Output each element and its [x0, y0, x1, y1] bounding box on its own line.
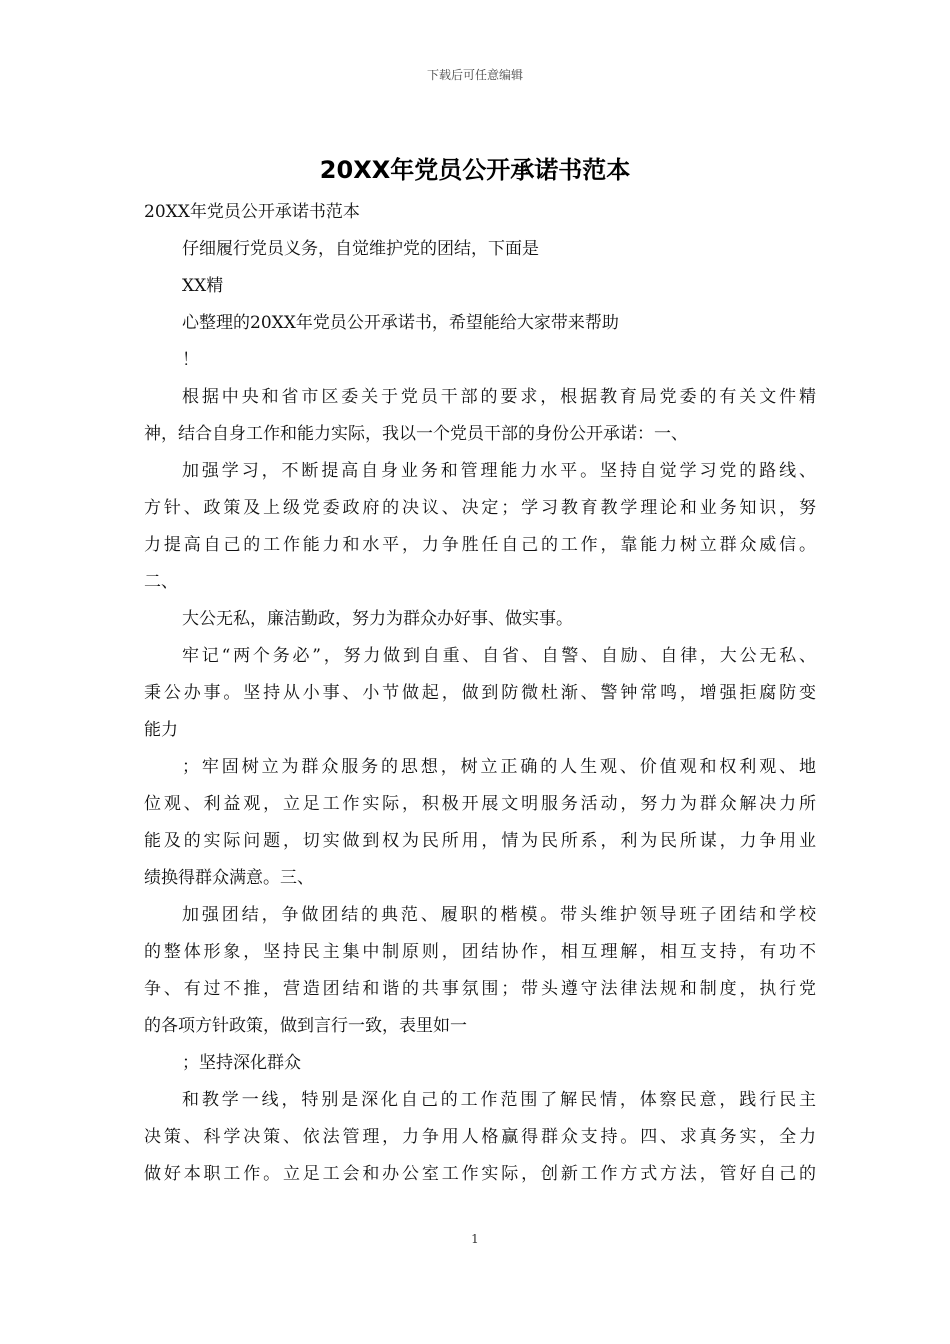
text-line: 加强团结，争做团结的典范、履职的楷模。带头维护领导班子团结和学校 [182, 905, 816, 925]
text-line: ；牢固树立为群众服务的思想，树立正确的人生观、价值观和权利观、地 [182, 757, 816, 777]
text-line: 牢记“两个务必”，努力做到自重、自省、自警、自励、自律，大公无私、 [182, 646, 816, 666]
header-note: 下载后可任意编辑 [426, 68, 523, 82]
text-line: 绩换得群众满意。三、 [144, 868, 314, 888]
text-line: ！ [182, 350, 199, 370]
document-title: 20XX年党员公开承诺书范本 [319, 156, 631, 184]
text-line: 方针、政策及上级党委政府的决议、决定；学习教育教学理论和业务知识，努 [144, 498, 816, 518]
text-line: 二、 [144, 572, 178, 592]
text-line: 心整理的20XX年党员公开承诺书，希望能给大家带来帮助 [182, 313, 619, 333]
text-line: 加强学习，不断提高自身业务和管理能力水平。坚持自觉学习党的路线、 [182, 461, 816, 481]
text-line: 的整体形象，坚持民主集中制原则，团结协作，相互理解，相互支持，有功不 [144, 942, 816, 962]
document-body [144, 194, 816, 1193]
text-line: 神，结合自身工作和能力实际，我以一个党员干部的身份公开承诺：一、 [144, 424, 688, 444]
text-line: 争、有过不推，营造团结和谐的共事氛围；带头遵守法律法规和制度，执行党 [144, 979, 816, 999]
text-line: 力提高自己的工作能力和水平，力争胜任自己的工作，靠能力树立群众威信。 [144, 535, 816, 555]
text-line: 和教学一线，特别是深化自己的工作范围了解民情，体察民意，践行民主 [182, 1090, 816, 1110]
page-number: 1 [471, 1232, 479, 1246]
text-line: ；坚持深化群众 [182, 1053, 301, 1073]
text-line: 决策、科学决策、依法管理，力争用人格赢得群众支持。四、求真务实，全力 [144, 1127, 816, 1147]
text-line: 秉公办事。坚持从小事、小节做起，做到防微杜渐、警钟常鸣，增强拒腐防变 [144, 683, 816, 703]
text-line: XX精 [182, 276, 224, 296]
text-line: 的各项方针政策，做到言行一致，表里如一 [144, 1016, 467, 1036]
text-line: 位观、利益观，立足工作实际，积极开展文明服务活动，努力为群众解决力所 [144, 794, 816, 814]
text-line: 根据中央和省市区委关于党员干部的要求，根据教育局党委的有关文件精 [182, 387, 816, 407]
text-line: 做好本职工作。立足工会和办公室工作实际，创新工作方式方法，管好自己的 [144, 1164, 816, 1184]
text-line: 大公无私，廉洁勤政，努力为群众办好事、做实事。 [182, 609, 573, 629]
text-line: 20XX年党员公开承诺书范本 [144, 202, 360, 222]
text-line: 能及的实际问题，切实做到权为民所用，情为民所系，利为民所谋，力争用业 [144, 831, 816, 851]
text-line: 能力 [144, 720, 178, 740]
text-line: 仔细履行党员义务，自觉维护党的团结，下面是 [182, 239, 539, 259]
